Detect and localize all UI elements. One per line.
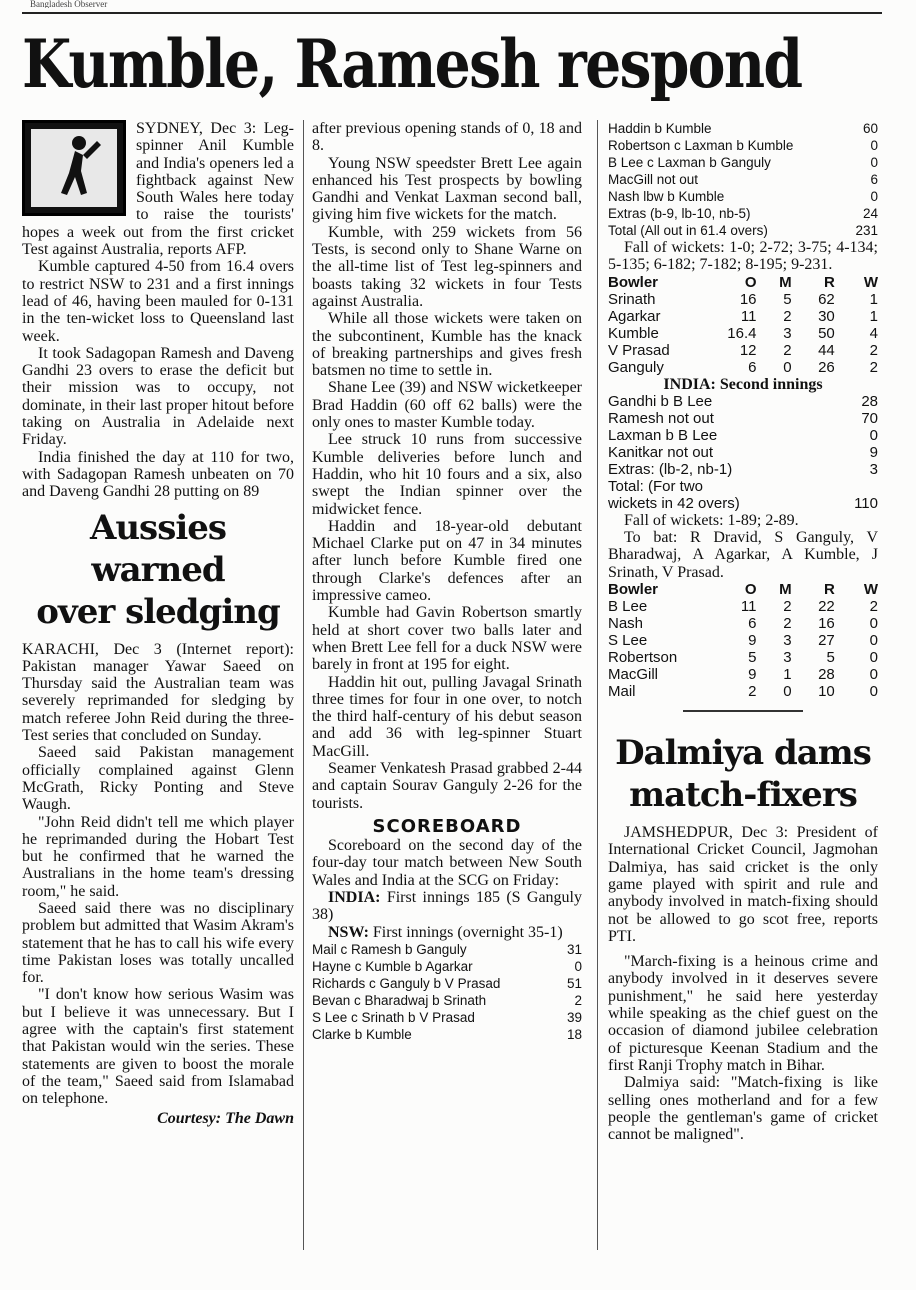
bowling-cell: 9 [748, 666, 757, 684]
bowling-cell: 2 [783, 341, 792, 359]
batsman-entry: Richards c Ganguly b V Prasad [312, 975, 501, 991]
dalmiya-paragraph: "March-fixing is a heinous crime and anybody involved in it deserves severe punishment," he said here yesterday while speaking as the chief guest on the occasion of diamond jubilee celebration of picturesque Keenan Stadium and the first Ranji Trophy match in Bihar. [608, 953, 878, 1074]
batsman-entry: Robertson c Laxman b Kumble [608, 138, 794, 153]
sledging-headline-line1: Aussies warned [89, 507, 227, 590]
column-2 [312, 120, 582, 1043]
batting-row [608, 205, 878, 222]
sledging-paragraph: Saeed said Pakistan management officially complained against Glenn McGrath, Ricky Ponting and Steve Waugh. [22, 744, 294, 814]
batsman-entry: Total (All out in 61.4 overs) [608, 223, 768, 238]
batting-row [312, 1009, 582, 1026]
india-label: INDIA: [663, 375, 716, 393]
runs-value: 0 [870, 155, 878, 170]
dalmiya-paragraph: Dalmiya said: "Match-fixing is like selling ones motherland and for a few people the gentleman's game of cricket cannot be maligned". [608, 1074, 878, 1144]
main-story-paragraph: Kumble captured 4-50 from 16.4 overs to restrict NSW to 231 and a first innings lead of 46, having been mauled for 0-131 in the ten-wicket loss to Queensland last week. [22, 258, 294, 345]
bowling-header-cell: O [744, 273, 757, 291]
dalmiya-paragraph: JAMSHEDPUR, Dec 3: President of International Cricket Council, Jagmohan Dalmiya, has said cricket is the only game played with spirit and rule and anybody involved in match-fixing should not be allowed to go scot free, reports PTI. [608, 824, 878, 945]
batting-row [608, 410, 878, 427]
courtesy-credit: Courtesy: The Dawn [157, 1109, 294, 1127]
scoreboard-intro: Scoreboard on the second day of the four-day tour match between New South Wales and India at the SCG on Friday: [312, 837, 582, 889]
bowling-header-row [608, 274, 878, 291]
bowling-cell: 26 [818, 358, 835, 376]
india-first-innings-text: First innings 185 (S Ganguly 38) [312, 889, 583, 924]
runs-value: 18 [566, 1026, 582, 1042]
main-story-paragraph: after previous opening stands of 0, 18 and 8. [312, 120, 582, 155]
runs-value: 51 [566, 975, 582, 991]
bowling-cell: 0 [783, 358, 792, 376]
bowling-cell: 6 [748, 358, 757, 376]
bowling-cell: 22 [818, 598, 835, 616]
scoreboard-title: SCOREBOARD [372, 815, 522, 837]
nsw-first-innings-text: First innings (overnight 35-1) [372, 923, 563, 941]
bowling-cell: 6 [748, 615, 757, 633]
batsman-entry: Hayne c Kumble b Agarkar [312, 958, 473, 974]
runs-value: 9 [869, 443, 878, 461]
runs-value: 24 [862, 206, 878, 221]
dalmiya-headline-line2: match-fixers [629, 775, 857, 816]
batting-row [608, 444, 878, 461]
bowling-cell: 2 [783, 307, 792, 325]
bowling-header-cell: W [863, 273, 878, 291]
sledging-paragraph: "I don't know how serious Wasim was but I believe it was unnecessary. But I agree with the captain's first statement that Pakistan would win the series. These statements are given to boost the morale of the team," Saeed said from Islamabad on telephone. [22, 986, 294, 1108]
runs-value: 39 [566, 1009, 582, 1025]
bowling-cell: 16 [818, 615, 835, 633]
bowling-header-row [608, 581, 878, 598]
bowling-row [608, 683, 878, 700]
dalmiya-headline-line1: Dalmiya dams [615, 733, 871, 774]
batting-row [312, 941, 582, 958]
main-story-paragraph: Shane Lee (39) and NSW wicketkeeper Brad Haddin (60 off 62 balls) were the only ones to master Kumble today. [312, 379, 582, 432]
batsman-entry: Mail c Ramesh b Ganguly [312, 941, 467, 957]
batting-row [608, 461, 878, 478]
bowling-row [608, 615, 878, 632]
bowling-cell: 3 [783, 324, 792, 342]
batsman-silhouette-icon [39, 133, 109, 205]
bowling-cell: 11 [740, 307, 757, 325]
nsw-fall-of-wickets: Fall of wickets: 1-0; 2-72; 3-75; 4-134; 5-135; 6-182; 7-182; 8-195; 9-231. [608, 239, 878, 274]
bowling-cell: Mail [608, 683, 636, 701]
bowling-row [608, 342, 878, 359]
batsman-entry: Gandhi b B Lee [608, 392, 713, 410]
column-3 [608, 120, 878, 1143]
nsw-label: NSW: [328, 923, 369, 941]
bowling-header-cell: M [779, 581, 792, 599]
bowling-cell: MacGill [608, 666, 659, 684]
bowling-cell: 3 [783, 632, 792, 650]
bowling-cell: Kumble [608, 324, 659, 342]
runs-value: 0 [870, 138, 878, 153]
bowling-cell: Srinath [608, 290, 656, 308]
bowling-row [608, 291, 878, 308]
column-rule [303, 120, 304, 1250]
second-innings-label: Second innings [719, 375, 823, 393]
india-total-line2: wickets in 42 overs) [608, 494, 740, 512]
sledging-paragraph: "John Reid didn't tell me which player he reprimanded during the Hobart Test but he confirmed that he warned the Australians in the home team's dressing room," he said. [22, 813, 294, 900]
bowling-cell: 44 [818, 341, 835, 359]
section-divider [683, 710, 803, 712]
batting-row [608, 137, 878, 154]
main-story-paragraph: Kumble, with 259 wickets from 56 Tests, is second only to Shane Warne on the all-time list of Test leg-spinners and boasts taking 32 wickets in four Tests against Australia. [312, 223, 582, 310]
bowling-cell: 2 [869, 598, 878, 616]
runs-value: 70 [861, 409, 878, 427]
bowling-header-cell: M [779, 273, 792, 291]
batting-row [608, 154, 878, 171]
main-story-lead: SYDNEY, Dec 3: Leg-spinner Anil Kumble and India's openers led a fightback against New South Wales here today to raise the tourists' hopes a week out from the first cricket Test against Australia, reports AFP. [22, 120, 294, 259]
batsman-entry: MacGill not out [608, 172, 699, 187]
main-story-paragraph: Young NSW speedster Brett Lee again enhanced his Test prospects by bowling Gandhi and Venkat Laxman second ball, giving him five wickets for the match. [312, 154, 582, 224]
india-total-label [608, 478, 740, 512]
bowling-cell: 2 [869, 341, 878, 359]
sledging-paragraph: KARACHI, Dec 3 (Internet report): Pakistan manager Yawar Saeed on Thursday said the Australian team was severely reprimanded for sledging by match referee John Reid during the three-Test series that concluded on Sunday. [22, 640, 294, 745]
batting-row [608, 120, 878, 137]
bowling-cell: 11 [740, 598, 757, 616]
india-label: INDIA: [328, 889, 381, 907]
dalmiya-headline [608, 732, 878, 816]
bowling-cell: Agarkar [608, 307, 661, 325]
bowling-header-cell: R [823, 273, 835, 291]
runs-value: 0 [869, 426, 878, 444]
bowling-header-cell: R [823, 581, 835, 599]
bowling-cell: 2 [869, 358, 878, 376]
sledging-paragraph: Saeed said there was no disciplinary problem but admitted that Wasim Akram's statement that he has to call his wife every time Pakistan loses was totally uncalled for. [22, 899, 294, 987]
batting-row [608, 393, 878, 410]
bowling-row [608, 632, 878, 649]
batting-row [312, 1026, 582, 1043]
runs-value: 60 [862, 121, 878, 136]
main-story-paragraph: Haddin hit out, pulling Javagal Srinath three times for four in one over, to notch the third half-century of his debut season and add 36 with leg-spinner Stuart MacGill. [312, 673, 582, 760]
bowling-cell: 3 [783, 649, 792, 667]
bowling-cell: S Lee [608, 632, 648, 650]
bowling-cell: B Lee [608, 598, 648, 616]
bowling-cell: 10 [818, 683, 835, 701]
batting-row [608, 188, 878, 205]
batsman-entry: Kanitkar not out [608, 443, 714, 461]
bowling-cell: 62 [818, 290, 835, 308]
sledging-headline [22, 507, 294, 633]
runs-value: 28 [861, 392, 878, 410]
bowling-cell: 1 [783, 666, 792, 684]
bowling-cell: 0 [869, 666, 878, 684]
bowling-cell: 0 [869, 632, 878, 650]
india-second-innings-heading [608, 376, 878, 393]
bowling-row [608, 325, 878, 342]
main-story-paragraph: Lee struck 10 runs from successive Kumble deliveries before lunch and Haddin, who hit 10 fours and a six, also swept the Indian spinner over the midwicket fence. [312, 431, 582, 518]
bowling-cell: Nash [608, 615, 644, 633]
batsman-entry: Extras (b-9, lb-10, nb-5) [608, 206, 751, 221]
bowling-cell: 0 [869, 649, 878, 667]
nsw-bowling-table [608, 581, 878, 700]
bowling-cell: 2 [783, 615, 792, 633]
bowling-cell: 28 [818, 666, 835, 684]
bowling-row [608, 359, 878, 376]
bowling-row [608, 598, 878, 615]
batsman-entry: Haddin b Kumble [608, 121, 712, 136]
bowling-cell: Robertson [608, 649, 678, 667]
batting-row [608, 171, 878, 188]
runs-value: 0 [870, 189, 878, 204]
runs-value: 6 [870, 172, 878, 187]
runs-value: 0 [574, 958, 582, 974]
batsman-entry: Bevan c Bharadwaj b Srinath [312, 992, 487, 1008]
batting-row [312, 975, 582, 992]
cricketer-photo [22, 120, 126, 216]
batsman-entry: S Lee c Srinath b V Prasad [312, 1009, 475, 1025]
main-story-paragraph: Haddin and 18-year-old debutant Michael Clarke put on 47 in 34 minutes after lunch before Kumble fired one through Clarke's defences after an impressive cameo. [312, 517, 582, 605]
bowling-cell: V Prasad [608, 341, 670, 359]
runs-value: 31 [566, 941, 582, 957]
bowling-cell: 5 [783, 290, 792, 308]
main-story-paragraph: India finished the day at 110 for two, with Sadagopan Ramesh unbeaten on 70 and Daveng Gandhi 28 putting on 89 [22, 448, 294, 501]
bowling-cell: 5 [748, 649, 757, 667]
bowling-header-cell: Bowler [608, 581, 659, 599]
india-bowling-table [608, 274, 878, 376]
batting-row [312, 958, 582, 975]
bowling-cell: 50 [818, 324, 835, 342]
bowling-row [608, 649, 878, 666]
bowling-cell: 0 [783, 683, 792, 701]
india-total-row [608, 478, 878, 512]
batsman-entry: Nash lbw b Kumble [608, 189, 725, 204]
batting-row [608, 222, 878, 239]
batsman-entry: Extras: (lb-2, nb-1) [608, 460, 733, 478]
batting-row [312, 992, 582, 1009]
runs-value: 3 [869, 460, 878, 478]
india-fall-of-wickets: Fall of wickets: 1-89; 2-89. [624, 511, 799, 529]
bowling-cell: 0 [869, 615, 878, 633]
bowling-cell: 9 [748, 632, 757, 650]
column-rule [597, 120, 598, 1250]
india-batting-list [608, 393, 878, 478]
batting-row [608, 427, 878, 444]
bowling-header-cell: W [863, 581, 878, 599]
column-1 [22, 120, 294, 1127]
bowling-cell: 1 [869, 290, 878, 308]
india-to-bat: To bat: R Dravid, S Ganguly, V Bharadwaj, A Agarkar, A Kumble, J Srinath, V Prasad. [608, 529, 878, 581]
bowling-cell: 4 [869, 324, 878, 342]
nsw-batting-list [312, 941, 582, 1043]
nsw-batting-list-continued [608, 120, 878, 239]
bowling-cell: 5 [826, 649, 835, 667]
runs-value: 231 [855, 223, 878, 238]
batsman-entry: Ramesh not out [608, 409, 714, 427]
main-story-paragraph: While all those wickets were taken on the subcontinent, Kumble has the knack of breaking partnerships and gives fresh batsmen no time to settle in. [312, 310, 582, 380]
bowling-header-cell: O [744, 581, 757, 599]
bowling-cell: 2 [783, 598, 792, 616]
bowling-cell: 1 [869, 307, 878, 325]
india-total-runs: 110 [854, 494, 878, 512]
bowling-cell: 27 [818, 632, 835, 650]
batsman-entry: Clarke b Kumble [312, 1026, 412, 1042]
bowling-header-cell: Bowler [608, 273, 659, 291]
india-first-innings [312, 889, 582, 924]
bowling-row [608, 666, 878, 683]
bowling-cell: Ganguly [608, 358, 664, 376]
bowling-cell: 12 [739, 341, 757, 359]
batsman-entry: B Lee c Laxman b Ganguly [608, 155, 771, 170]
bowling-cell: 30 [818, 307, 835, 325]
bowling-cell: 2 [748, 683, 757, 701]
main-story-paragraph: Seamer Venkatesh Prasad grabbed 2-44 and captain Sourav Ganguly 2-26 for the tourists. [312, 759, 582, 812]
bowling-row [608, 308, 878, 325]
main-story-paragraph: Kumble had Gavin Robertson smartly held at short cover two balls later and when Brett Lee fell for a duck NSW were barely in front at 195 for eight. [312, 604, 582, 674]
main-story-paragraph: It took Sadagopan Ramesh and Daveng Gandhi 23 overs to erase the deficit but their mission was to occupy, not dominate, in their last proper hitout before taking on Australia in Adelaide next Friday. [22, 344, 294, 449]
bowling-cell: 16.4 [727, 324, 757, 342]
batsman-entry: Laxman b B Lee [608, 426, 718, 444]
nsw-first-innings [312, 924, 582, 941]
sledging-headline-line2: over sledging [36, 591, 280, 632]
india-total-line1: Total: (For two [608, 477, 704, 495]
masthead-fragment: Bangladesh Observer [30, 0, 108, 8]
bowling-cell: 16 [739, 290, 757, 308]
main-headline: Kumble, Ramesh respond [22, 25, 802, 103]
runs-value: 2 [574, 992, 582, 1008]
bowling-cell: 0 [869, 683, 878, 701]
